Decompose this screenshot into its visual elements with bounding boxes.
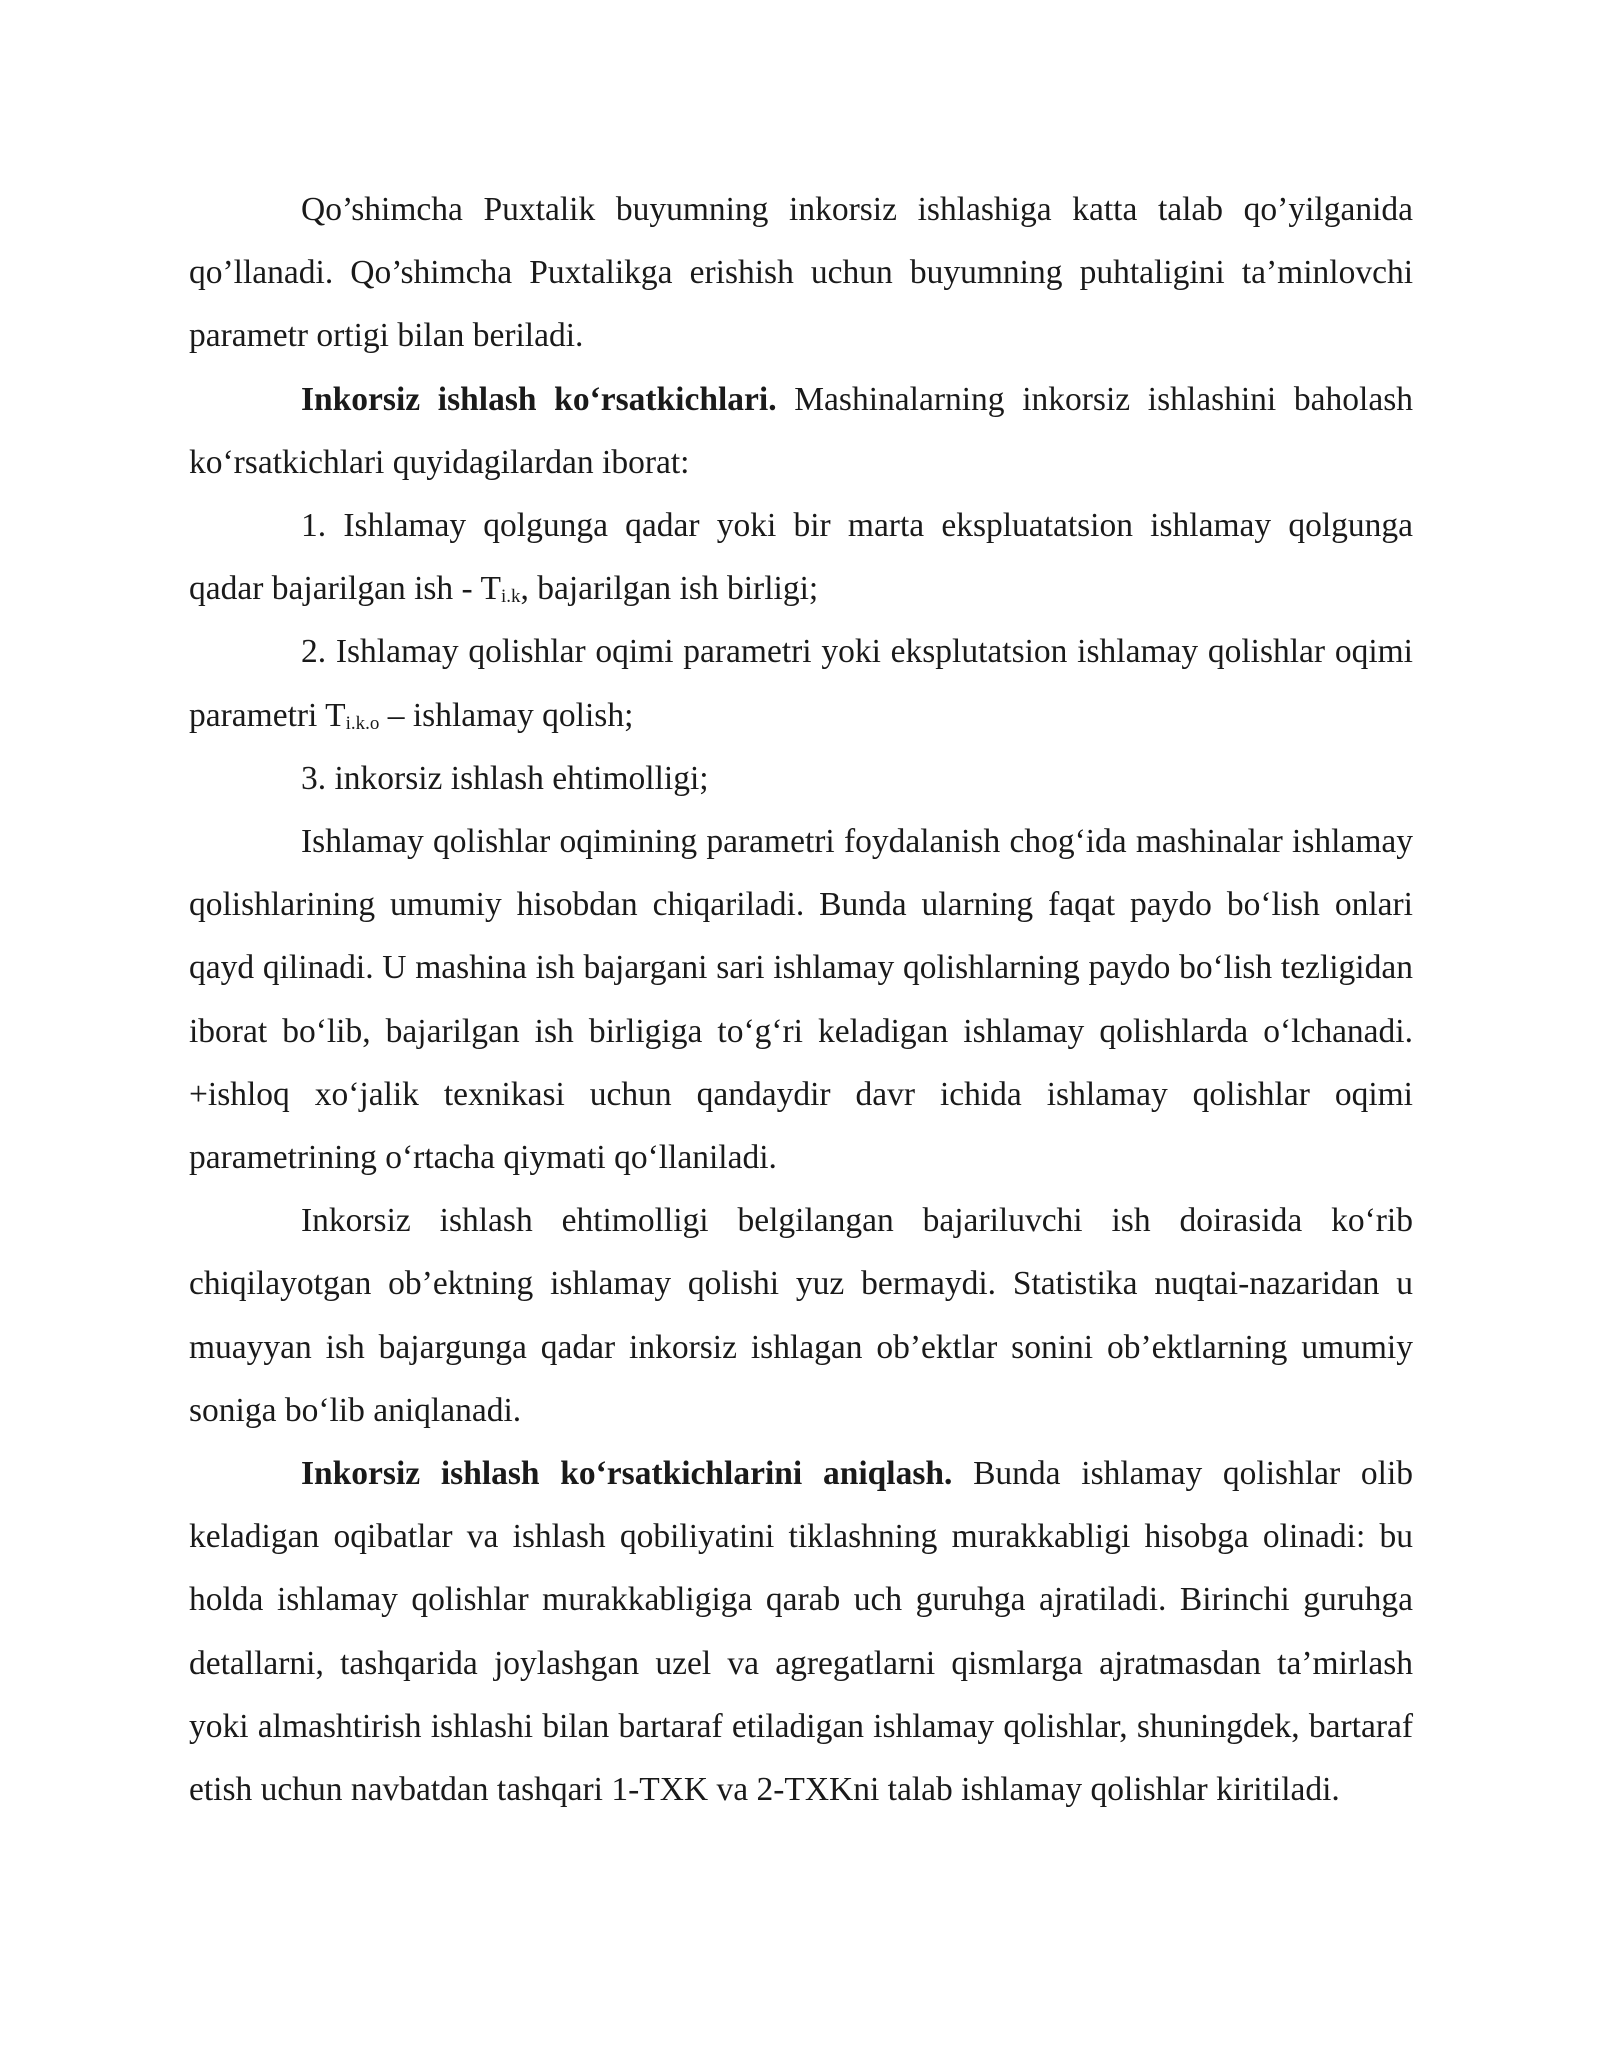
paragraph-failure-flow — [189, 810, 1413, 1189]
paragraph-additional-reliability — [189, 178, 1413, 368]
paragraph-text: Ishlamay qolishlar oqimining parametri foydalanish chog‘ida mashinalar ishlamay qolishlarining umumiy hisobdan chiqariladi. Bunda ularning faqat paydo bo‘lish onlari qayd qilinadi. U mashina ish bajargani sari ishlamay qolishlarning paydo bo‘lish tezligidan iborat bo‘lib, bajarilgan ish birligiga to‘g‘ri keladigan ishlamay qolishlarda o‘lchanadi. +ishloq xo‘jalik texnikasi uchun qandaydir davr ichida ishlamay qolishlar oqimi parametrining o‘rtacha qiymati qo‘llaniladi. — [189, 823, 1413, 1177]
list-item-3 — [189, 747, 1413, 810]
list-item-2 — [189, 620, 1413, 746]
paragraph-text: Bunda ishlamay qolishlar olib keladigan oqibatlar va ishlash qobiliyatini tiklashning murakkabligi hisobga olinadi: bu holda ishlamay qolishlar murakkabligiga qarab uch guruhga ajratiladi. Birinchi guruhga detallarni, tashqarida joylashgan uzel va agregatlarni qismlarga ajratmasdan ta’mirlash yoki almashtirish ishlashi bilan bartaraf etiladigan ishlamay qolishlar, shuningdek, bartaraf etish uchun navbatdan tashqari 1-TXK va 2-TXKni talab ishlamay qolishlar kiritiladi. — [189, 1455, 1413, 1809]
list-item-1 — [189, 494, 1413, 620]
paragraph-determining-indicators — [189, 1442, 1413, 1821]
section-heading-determining-indicators: Inkorsiz ishlash ko‘rsatkichlarini aniqlash. — [301, 1455, 953, 1493]
subscript: i.k — [500, 586, 521, 608]
list-item-text: 3. inkorsiz ishlash ehtimolligi; — [301, 759, 709, 797]
paragraph-text: Mashinalarning inkorsiz ishlashini baholash ko‘rsatkichlari quyidagilardan iborat: — [189, 380, 1413, 481]
paragraph-text: Inkorsiz ishlash ehtimolligi belgilangan bajariluvchi ish doirasida ko‘rib chiqilayotgan ob’ektning ishlamay qolishi yuz bermaydi. Statistika nuqtai-nazaridan u muayyan ish bajargunga qadar inkorsiz ishlagan ob’ektlar sonini ob’ektlarning umumiy soniga bo‘lib aniqlanadi. — [189, 1202, 1413, 1429]
list-item-text: 2. Ishlamay qolishlar oqimi parametri yoki eksplutatsion ishlamay qolishlar oqimi parametri T — [189, 633, 1413, 734]
section-heading-reliability-indicators: Inkorsiz ishlash ko‘rsatkichlari. — [301, 380, 777, 418]
subscript: i.k.o — [345, 712, 380, 734]
list-item-text: 1. Ishlamay qolgunga qadar yoki bir marta ekspluatatsion ishlamay qolgunga qadar bajarilgan ish - T — [189, 507, 1413, 608]
list-item-text-end: – ishlamay qolish; — [379, 696, 634, 734]
list-item-text-end: , bajarilgan ish birligi; — [520, 570, 819, 608]
paragraph-text: Qo’shimcha Puxtalik buyumning inkorsiz ishlashiga katta talab qo’yilganida qo’llanadi. Qo’shimcha Puxtalikga erishish uchun buyumning puhtaligini ta’minlovchi parametr ortigi bilan beriladi. — [189, 191, 1413, 355]
document-page — [189, 178, 1413, 1821]
paragraph-reliability-indicators — [189, 368, 1413, 494]
paragraph-failure-probability — [189, 1189, 1413, 1442]
